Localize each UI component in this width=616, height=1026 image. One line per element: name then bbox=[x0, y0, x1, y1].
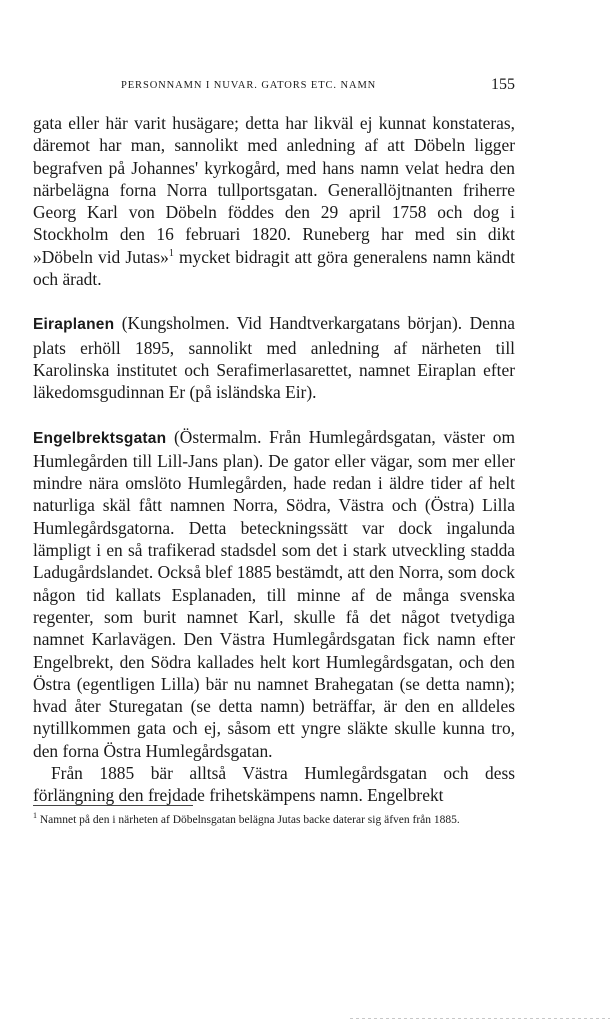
footnote-reference: 1 bbox=[168, 247, 174, 259]
entry-heading-eiraplanen: Eiraplanen bbox=[33, 316, 115, 334]
footnote-divider bbox=[33, 805, 193, 806]
running-title: PERSONNAMN I NUVAR. GATORS ETC. NAMN bbox=[121, 80, 377, 91]
footnote bbox=[33, 813, 523, 828]
page-number: 155 bbox=[491, 76, 515, 93]
paragraph-dobeln bbox=[33, 112, 515, 290]
paragraph-engelbrekt-continued: Från 1885 bär alltså Västra Humlegårdsgatan och dess förlängning den frejdade frihetskämpens namn. Engelbrekt bbox=[33, 763, 515, 806]
entry-engelbrektsgatan bbox=[33, 426, 515, 762]
scan-edge-mark bbox=[350, 1018, 610, 1019]
page-header bbox=[33, 76, 515, 98]
paragraph-dobeln-text: gata eller här varit husägare; detta har likväl ej kunnat konstateras, däremot har man, sannolikt med anledning af att Döbeln ligger begrafven på Johannes' kyrkogård, med hans namn velat hedra den närbelägna forna Norra tullportsgatan. Generallöjtnanten friherre Georg Karl von Döbeln föddes den 29 april 1758 och dog i Stockholm den 16 februari 1820. Runeberg har med sin dikt »Döbeln vid Jutas» bbox=[33, 113, 515, 267]
body-text bbox=[33, 112, 515, 807]
paragraph-dobeln-tail: mycket bidragit att göra generalens namn kändt och äradt. bbox=[33, 246, 515, 290]
footnote-marker: 1 bbox=[33, 811, 37, 821]
entry-text-engelbrektsgatan: (Östermalm. Från Humlegårdsgatan, väster om Humlegården till Lill-Jans plan). De gator eller vägar, som mer eller mindre nära omslöto Humlegården, hade redan i äldre tider af helt naturliga skäl fått namnen Norra, Södra, Västra och (Östra) Lilla Humlegårdsgatorna. Detta beteckningssätt var dock ingalunda lämpligt i en så trafikerad stadsdel som det i stark utveckling stadda Ladugårdslandet. Också blef 1885 bestämdt, att den Norra, som dock någon tid kallats Esplanaden, till minne af de många svenska regenter, som burit namnet Karl, skulle få det något tvetydiga namnet Karlavägen. Den Västra Humlegårdsgatan fick namn efter Engelbrekt, den Södra kallades helt kort Humlegårdsgatan, och den Östra (egentligen Lilla) bär nu namnet Brahegatan (se detta namn); hvad åter Sturegatan (se detta namn) beträffar, är den en alldeles nytillkommen gata och ej, såsom ett yngre släkte skulle kunna tro, den forna Östra Humlegårdsgatan. bbox=[33, 426, 515, 761]
entry-heading-engelbrektsgatan: Engelbrektsgatan bbox=[33, 429, 167, 447]
footnote-text: Namnet på den i närheten af Döbelnsgatan belägna Jutas backe daterar sig äfven från 1885. bbox=[37, 814, 460, 826]
entry-text-eiraplanen: (Kungsholmen. Vid Handtverkargatans början). Denna plats erhöll 1895, sannolikt med anledning af närheten till Karolinska institutet och Serafimerlasarettet, namnet Eiraplan efter läkedomsgudinnan Er (på isländska Eir). bbox=[33, 313, 515, 403]
entry-eiraplanen bbox=[33, 312, 515, 403]
